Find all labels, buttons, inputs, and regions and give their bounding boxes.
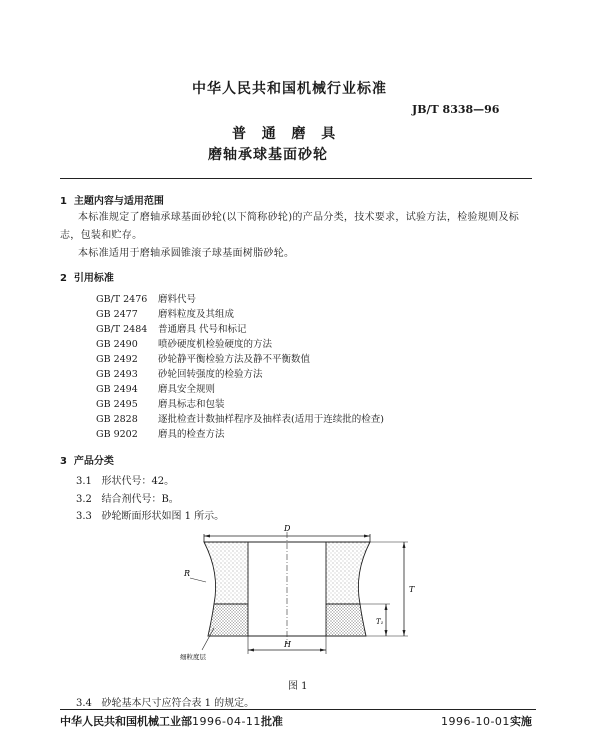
radius-R-label: R	[184, 569, 191, 578]
wheel-cross-section-figure	[168, 518, 428, 668]
right-body-section	[326, 542, 370, 604]
reference-item	[96, 321, 247, 335]
dimension-H-label: H	[284, 640, 291, 649]
section1-para1-line2: 志，包装和贮存。	[60, 230, 143, 241]
reference-item	[96, 336, 272, 350]
reference-title: 普通磨具 代号和标记	[158, 324, 247, 335]
reference-item	[96, 381, 215, 395]
reference-item	[96, 411, 384, 425]
implementation-date: 1996-10-01	[441, 715, 510, 728]
dimension-T1-label: T₁	[376, 618, 384, 626]
reference-code: GB/T 2476	[96, 294, 148, 305]
section3-item3: 3.3 砂轮断面形状如图 1 所示。	[76, 511, 225, 522]
reference-title: 逐批检查计数抽样程序及抽样表(适用于连续批的检查)	[158, 414, 384, 425]
reference-title: 喷砂硬度机检验硬度的方法	[158, 339, 273, 350]
standard-number: JB/T 8338—96	[412, 103, 500, 116]
reference-title: 磨具标志和包装	[158, 399, 225, 410]
reference-title: 磨具的检查方法	[158, 429, 225, 440]
reference-code: GB 2490	[96, 339, 138, 350]
section3-item2: 3.2 结合剂代号：B。	[76, 494, 179, 505]
footer-rule	[60, 709, 536, 710]
reference-title: 磨料粒度及其组成	[158, 309, 235, 320]
reference-item	[96, 426, 225, 440]
implementation-label: 实施	[509, 715, 532, 728]
dimension-T-label: T	[409, 585, 415, 594]
left-fine-layer	[208, 604, 248, 636]
title-line1: 普 通 磨 具	[232, 126, 338, 142]
section1-para1-line1: 本标准规定了磨轴承球基面砂轮(以下简称砂轮)的产品分类，技术要求，试验方法，检验规则及标	[78, 212, 520, 223]
footer-issuer	[60, 713, 283, 729]
section1-para2: 本标准适用于磨轴承圆锥滚子球基面树脂砂轮。	[78, 248, 295, 259]
reference-item	[96, 396, 225, 410]
reference-code: GB 2495	[96, 399, 138, 410]
issuer-name: 中华人民共和国机械工业部	[60, 715, 192, 728]
section3-heading: 3 产品分类	[60, 456, 114, 467]
header-rule	[60, 178, 532, 179]
reference-code: GB 2493	[96, 369, 138, 380]
reference-code: GB 9202	[96, 429, 138, 440]
reference-title: 磨料代号	[158, 294, 197, 305]
right-fine-layer	[326, 604, 366, 636]
reference-code: GB 2492	[96, 354, 138, 365]
reference-item	[96, 306, 234, 320]
reference-code: GB/T 2484	[96, 324, 148, 335]
fine-grain-layer-label: 细粒度层	[180, 653, 206, 661]
left-body-section	[204, 542, 248, 604]
reference-title: 砂轮静平衡检验方法及静不平衡数值	[158, 354, 311, 365]
reference-item	[96, 366, 263, 380]
section2-heading: 2 引用标准	[60, 273, 114, 284]
footer-implementation	[441, 713, 532, 729]
approve-date: 1996-04-11	[192, 715, 261, 728]
section3-item1: 3.1 形状代号：42。	[76, 476, 175, 487]
reference-title: 磨具安全规则	[158, 384, 216, 395]
dimension-D-label: D	[284, 524, 291, 533]
reference-item	[96, 291, 196, 305]
reference-item	[96, 351, 310, 365]
reference-code: GB 2494	[96, 384, 138, 395]
reference-code: GB 2477	[96, 309, 138, 320]
reference-title: 砂轮回转强度的检验方法	[158, 369, 263, 380]
approve-label: 批准	[260, 715, 283, 728]
section1-heading: 1 主题内容与适用范围	[60, 196, 164, 207]
reference-code: GB 2828	[96, 414, 138, 425]
section3-item4: 3.4 砂轮基本尺寸应符合表 1 的规定。	[76, 698, 255, 709]
figure-caption: 图 1	[288, 681, 308, 692]
org-title: 中华人民共和国机械行业标准	[192, 81, 387, 97]
title-line2: 磨轴承球基面砂轮	[208, 147, 328, 163]
